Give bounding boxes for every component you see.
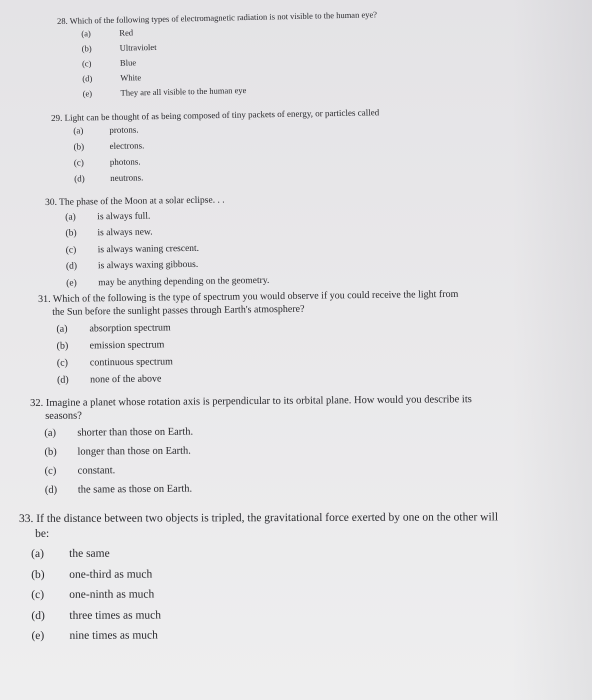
option-text: is always new. xyxy=(97,227,153,239)
question-stem: 31. Which of the following is the type of spectrum you would observe if you could receive the light from xyxy=(38,288,459,305)
option-text: absorption spectrum xyxy=(89,322,171,335)
option-label: (c) xyxy=(73,157,84,168)
option-label: (c) xyxy=(44,465,57,477)
option-item[interactable] xyxy=(19,628,498,650)
option-list xyxy=(51,121,380,191)
option-list xyxy=(45,210,269,296)
option-text: photons. xyxy=(109,156,141,168)
option-label: (a) xyxy=(81,27,91,39)
option-label: (b) xyxy=(44,446,57,458)
question-33 xyxy=(19,510,498,650)
question-stem: 33. If the distance between two objects is tripled, the gravitational force exerted by one on the other will xyxy=(19,511,499,525)
question-stem: 30. The phase of the Moon at a solar eclipse. . . xyxy=(45,195,225,208)
option-text: one-third as much xyxy=(69,568,153,581)
option-label: (b) xyxy=(73,141,85,152)
option-item[interactable] xyxy=(19,587,498,609)
option-text: the same as those on Earth. xyxy=(77,483,193,496)
option-text: the same xyxy=(69,547,110,560)
question-32 xyxy=(30,393,473,504)
option-text: White xyxy=(120,71,142,83)
option-text: Red xyxy=(119,27,134,38)
option-label: (e) xyxy=(66,278,77,289)
option-item[interactable] xyxy=(19,567,498,589)
option-text: is always waxing gibbous. xyxy=(97,260,199,272)
option-label: (a) xyxy=(65,212,76,223)
option-text: They are all visible to the human eye xyxy=(120,84,247,98)
option-text: one-ninth as much xyxy=(69,588,155,601)
option-label: (e) xyxy=(82,87,93,99)
option-text: is always full. xyxy=(97,211,151,223)
option-text: protons. xyxy=(109,124,139,136)
option-list xyxy=(19,546,498,650)
option-label: (d) xyxy=(31,609,45,622)
option-label: (c) xyxy=(56,357,69,369)
option-text: is always waning crescent. xyxy=(97,243,200,256)
option-label: (c) xyxy=(31,588,45,601)
option-label: (d) xyxy=(82,72,93,84)
option-label: (c) xyxy=(65,245,77,256)
option-text: none of the above xyxy=(89,373,162,386)
option-item[interactable] xyxy=(31,481,473,504)
question-28 xyxy=(57,9,379,103)
page-shadow xyxy=(512,0,592,700)
option-label: (b) xyxy=(56,340,69,352)
question-stem-continued: the Sun before the sunlight passes through Earth's atmosphere? xyxy=(52,303,305,318)
option-label: (e) xyxy=(31,629,45,642)
option-label: (d) xyxy=(65,261,78,273)
option-text: may be anything depending on the geometry. xyxy=(98,275,270,289)
option-text: three times as much xyxy=(69,609,162,622)
option-label: (a) xyxy=(31,547,44,560)
question-stem-continued: seasons? xyxy=(45,410,82,422)
option-label: (a) xyxy=(56,323,68,335)
option-label: (d) xyxy=(57,374,69,386)
option-item[interactable] xyxy=(19,608,498,630)
option-text: neutrons. xyxy=(110,172,144,184)
question-stem: 28. Which of the following types of electromagnetic radiation is not visible to the human eye? xyxy=(57,9,378,26)
option-text: Blue xyxy=(119,56,137,68)
question-stem: 29. Light can be thought of as being composed of tiny packets of energy, or particles called xyxy=(51,107,380,123)
option-text: constant. xyxy=(77,465,116,477)
option-item[interactable] xyxy=(19,546,498,568)
option-label: (a) xyxy=(73,125,84,136)
option-label: (d) xyxy=(44,484,58,496)
option-label: (b) xyxy=(31,568,45,581)
question-30 xyxy=(45,195,269,295)
option-label: (b) xyxy=(81,42,92,54)
option-list xyxy=(38,319,459,392)
option-text: Ultraviolet xyxy=(119,41,157,53)
option-text: shorter than those on Earth. xyxy=(77,426,194,439)
option-label: (a) xyxy=(44,427,57,439)
option-text: continuous spectrum xyxy=(89,356,173,369)
option-text: electrons. xyxy=(109,140,145,152)
question-29 xyxy=(51,107,380,190)
question-stem-continued: be: xyxy=(35,527,50,540)
option-text: nine times as much xyxy=(69,629,158,642)
question-stem: 32. Imagine a planet whose rotation axis is perpendicular to its orbital plane. How would you describe its xyxy=(30,394,472,409)
option-list xyxy=(30,424,472,504)
option-list xyxy=(57,22,378,104)
option-label: (c) xyxy=(81,57,92,69)
option-label: (d) xyxy=(74,173,85,184)
option-text: emission spectrum xyxy=(89,339,165,352)
question-31 xyxy=(38,288,459,392)
option-text: longer than those on Earth. xyxy=(77,445,191,458)
option-label: (b) xyxy=(65,228,77,240)
